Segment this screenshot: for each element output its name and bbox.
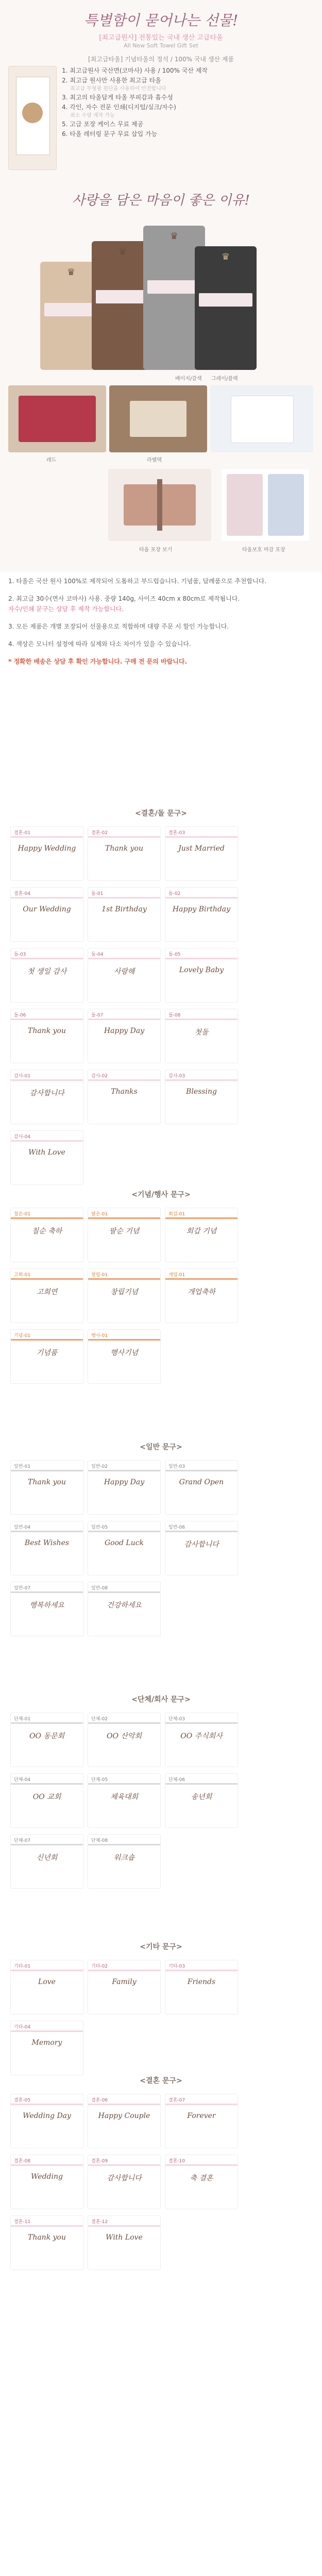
lettering-text: 개업축하 [187,1288,216,1296]
lettering-card[interactable] [10,2155,83,2209]
lettering-code: 결혼-10 [168,2159,185,2164]
card-divider [165,2104,238,2105]
lettering-code: 단체-03 [168,1717,185,1722]
lettering-code: 결혼-06 [91,2098,108,2103]
lettering-grid [8,2092,314,2274]
lettering-text: OO 산악회 [107,1732,142,1740]
card-divider [88,1783,160,1785]
lettering-code: 단체-01 [14,1717,31,1722]
lettering-text: Love [38,1978,56,1986]
lettering-text: 축 결혼 [190,2174,213,2182]
lettering-card[interactable] [10,1834,83,1889]
feature-note: 최고급 무형광 원단을 사용하여 안전합니다 [70,86,166,92]
lettering-code: 일반-07 [14,1586,31,1591]
lettering-text: Best Wishes [24,1539,70,1547]
lettering-code: 기념-01 [14,1333,31,1338]
section-title: <결혼/돌 문구> [134,809,188,818]
lettering-text: With Love [28,1148,65,1157]
lettering-grid [8,1958,314,2079]
lettering-code: 돌-06 [14,1013,26,1018]
lettering-code: 결혼-12 [91,2219,108,2225]
lettering-text: Happy Birthday [172,905,231,913]
lettering-code: 일반-02 [91,1464,108,1469]
card-divider [165,958,238,959]
card-divider [11,1278,83,1280]
lettering-text: Thanks [111,1088,138,1096]
towel-photo [40,215,282,370]
lettering-card[interactable] [165,826,238,881]
lettering-card[interactable] [165,2155,238,2209]
packaging-photo [108,469,211,541]
lettering-code: 결혼-09 [91,2159,108,2164]
card-divider [165,1217,238,1219]
card-divider [165,836,238,838]
card-divider [88,1722,160,1724]
lettering-code: 결혼-03 [168,831,185,836]
lettering-card[interactable] [10,2094,83,2148]
lettering-code: 단체-06 [168,1777,185,1783]
lettering-text: 1st Birthday [101,905,147,913]
lettering-text: Our Wedding [23,905,71,913]
lettering-card[interactable] [165,1773,238,1828]
lettering-card[interactable] [10,1130,83,1185]
lettering-text: Happy Day [104,1027,145,1035]
feature-note: 최소 수량 제작 가능 [70,113,115,118]
card-divider [11,897,83,899]
crown-icon: ♛ [221,251,230,262]
crown-icon: ♛ [118,246,127,257]
note-text: 2. 최고급 30수(면사 코마사) 사용. 중량 140g, 사이즈 40cm x 80cm로 제작됩니다. [8,595,240,602]
lettering-text: 사랑해 [113,968,135,976]
card-divider [88,1217,160,1219]
lettering-code: 결혼-05 [14,2098,31,2103]
brand-tag-caption: 타올 포장 보기 [139,547,173,553]
towel-black [195,246,257,370]
lettering-card[interactable] [10,1713,83,1767]
photo-caption: 그레이/블랙 [211,376,238,382]
card-divider [11,1591,83,1593]
lettering-text: 행사기념 [110,1349,139,1357]
lettering-card[interactable] [10,1582,83,1636]
lettering-card[interactable] [88,887,161,942]
lettering-code: 결혼-02 [91,831,108,836]
lettering-code: 기타-01 [14,1964,31,1969]
lettering-text: OO 주식회사 [180,1732,223,1740]
hero [0,0,322,572]
card-divider [88,1079,160,1081]
photo-caption: 레드 [46,457,57,463]
note-item: 3. 모든 제품은 개별 포장되어 선물용으로 적합하며 대량 주문 시 할인 가능합니다. [8,623,229,630]
lettering-code: 돌-01 [91,891,104,896]
brand-line: [최고급타올] 기념타올의 정석 / 100% 국내 생산 제품 [88,56,234,63]
lettering-card[interactable] [88,1773,161,1828]
lettering-card[interactable] [165,1960,238,2014]
section-title: <기념/행사 문구> [131,1191,191,1199]
lettering-text: 송년회 [191,1793,212,1801]
lettering-card[interactable] [88,2215,161,2270]
lettering-card[interactable] [88,1208,161,1262]
lettering-code: 기타-03 [168,1964,185,1969]
note-item: 4. 색상은 모니터 설정에 따라 실제와 다소 차이가 있을 수 있습니다. [8,640,191,648]
lettering-text: 고희연 [36,1288,58,1296]
lettering-card[interactable] [88,2155,161,2209]
lettering-text: 창립기념 [110,1288,139,1296]
lettering-grid [8,1206,314,1388]
card-divider [11,2030,83,2032]
lettering-card[interactable] [88,1268,161,1323]
card-divider [165,1470,238,1471]
lettering-text: Thank you [27,1478,66,1486]
hero-subtitle-en: All New Soft Towel Gift Set [124,42,198,49]
lettering-text: Grand Open [179,1478,224,1486]
lettering-card[interactable] [88,1329,161,1384]
lettering-card[interactable] [88,1460,161,1515]
feature-item: 4. 각인, 자수 전문 인쇄(디지털/실크/자수) [62,104,176,111]
card-divider [11,1140,83,1142]
lettering-text: 건강하세요 [107,1601,142,1609]
lettering-card[interactable] [165,1713,238,1767]
lettering-text: 회갑 기념 [186,1227,217,1235]
card-divider [11,1470,83,1471]
card-divider [11,1531,83,1532]
photo-caption: 라벨택 [147,457,162,463]
card-divider [88,1970,160,1971]
package-photo [210,385,313,452]
card-divider [88,836,160,838]
lettering-code: 일반-05 [91,1525,108,1530]
lettering-code: 감사-02 [91,1074,108,1079]
lettering-code: 기타-04 [14,2025,31,2030]
lettering-code: 단체-07 [14,1838,31,1843]
card-divider [88,1531,160,1532]
lettering-text: 팔순 기념 [109,1227,140,1235]
lettering-code: 개업-01 [168,1273,185,1278]
red-towel-photo [8,385,106,452]
card-divider [165,2164,238,2166]
gift-box-photo [8,66,57,170]
lettering-text: OO 동문회 [29,1732,64,1740]
card-divider [11,1079,83,1081]
lettering-code: 단체-04 [14,1777,31,1783]
lettering-code: 기타-02 [91,1964,108,1969]
feature-item: 1. 최고급원사 국산면(코마사) 사용 / 100% 국산 제작 [62,67,208,74]
feature-item: 2. 최고급 원사만 사용한 최고급 타올 [62,77,161,84]
card-divider [165,1019,238,1020]
lettering-text: 체육대회 [110,1793,139,1801]
lettering-code: 일반-06 [168,1525,185,1530]
card-divider [165,1278,238,1280]
lettering-code: 결혼-08 [14,2159,31,2164]
lettering-card[interactable] [10,1521,83,1575]
lettering-text: 신년회 [36,1854,58,1862]
lettering-grid [8,1710,314,1893]
card-divider [11,1339,83,1341]
lettering-text: 감사합니다 [29,1089,64,1097]
lettering-card[interactable] [10,2215,83,2270]
card-divider [11,1970,83,1971]
label-tag-photo [109,385,207,452]
note-highlight: 자수/인쇄 문구는 상담 후 제작 가능합니다. [8,605,124,613]
lettering-code: 감사-01 [14,1074,31,1079]
card-divider [165,1722,238,1724]
lettering-card[interactable] [88,826,161,881]
lettering-card[interactable] [165,1208,238,1262]
card-divider [165,1970,238,1971]
card-divider [165,1531,238,1532]
lettering-text: 감사합니다 [107,2174,142,2182]
card-divider [88,958,160,959]
lettering-card[interactable] [88,2094,161,2148]
lettering-card[interactable] [10,1208,83,1262]
lettering-grid [8,1458,314,1640]
note-item [8,594,314,614]
card-divider [11,1783,83,1785]
lettering-code: 팔순-01 [91,1212,108,1217]
card-divider [11,1844,83,1845]
lettering-card[interactable] [88,1960,161,2014]
lettering-card[interactable] [88,1009,161,1063]
lettering-text: Wedding Day [23,2112,71,2120]
lettering-code: 칠순-01 [14,1212,31,1217]
lettering-card[interactable] [10,2021,83,2075]
card-divider [88,1339,160,1341]
lettering-card[interactable] [10,948,83,1003]
lettering-code: 돌-03 [14,952,26,957]
lettering-text: Memory [31,2039,62,2047]
section-title: <기타 문구> [140,1943,182,1951]
lettering-text: Family [112,1978,137,1986]
hero-title: 특별함이 묻어나는 선물! [83,12,239,29]
lettering-card[interactable] [88,1582,161,1636]
lettering-card[interactable] [88,1070,161,1124]
card-divider [11,2104,83,2105]
towel-pink-photo [222,469,309,541]
card-divider [11,1019,83,1020]
lettering-code: 돌-02 [168,891,181,896]
crown-icon: ♛ [170,231,179,242]
lettering-card[interactable] [165,1070,238,1124]
lettering-text: Happy Couple [98,2112,150,2120]
lettering-card[interactable] [10,1268,83,1323]
feature-item: 3. 최고의 타올답게 타올 부피감과 흡수성 [62,94,173,101]
feature-item: 5. 고급 포장 케이스 무료 제공 [62,121,144,128]
lettering-card[interactable] [10,887,83,942]
card-divider [88,2104,160,2105]
card-divider [88,897,160,899]
lettering-code: 감사-04 [14,1134,31,1140]
lettering-card[interactable] [10,1773,83,1828]
lettering-text: OO 교회 [32,1793,61,1801]
photo-caption: 베이지/갈색 [175,376,202,382]
section-title: <결혼 문구> [140,2077,182,2085]
card-divider [88,1591,160,1593]
lettering-code: 결혼-07 [168,2098,185,2103]
card-divider [11,958,83,959]
note-item: 1. 타올은 국산 원사 100%로 제작되어 도톰하고 부드럽습니다. 기념품, 답례품으로 추천합니다. [8,578,267,585]
lettering-card[interactable] [165,1009,238,1063]
lettering-code: 감사-03 [168,1074,185,1079]
lettering-text: 행복하세요 [29,1601,64,1609]
lettering-card[interactable] [88,1713,161,1767]
card-divider [11,836,83,838]
lettering-text: Thank you [27,2233,66,2242]
lettering-code: 회갑-01 [168,1212,185,1217]
card-divider [88,2164,160,2166]
card-divider [88,1278,160,1280]
lettering-card[interactable] [10,1009,83,1063]
lettering-card[interactable] [165,1460,238,1515]
card-divider [165,1079,238,1081]
card-divider [88,1470,160,1471]
lettering-code: 돌-04 [91,952,104,957]
card-divider [11,1722,83,1724]
lettering-text: Happy Day [104,1478,145,1486]
lettering-card[interactable] [10,826,83,881]
lettering-code: 일반-01 [14,1464,31,1469]
crown-icon: ♛ [66,267,76,278]
lettering-text: Good Luck [104,1539,144,1547]
card-divider [11,2164,83,2166]
lettering-text: 감사합니다 [184,1540,219,1549]
lettering-card[interactable] [165,948,238,1003]
card-divider [165,1783,238,1785]
lettering-text: 칠순 축하 [31,1227,62,1235]
lettering-card[interactable] [88,948,161,1003]
price-tag-caption: 타올보호 마감 포장 [242,547,285,553]
lettering-text: Thank you [105,844,143,853]
lettering-grid [8,824,314,1189]
card-divider [165,897,238,899]
lettering-card[interactable] [88,1521,161,1575]
lettering-code: 행사-01 [91,1333,108,1338]
lettering-text: 기념품 [36,1349,58,1357]
lettering-card[interactable] [88,1834,161,1889]
lettering-card[interactable] [10,1460,83,1515]
lettering-card[interactable] [10,1070,83,1124]
lettering-card[interactable] [165,887,238,942]
lettering-text: Friends [187,1978,216,1986]
lettering-text: 첫 생일 감사 [27,968,67,976]
slogan: 사랑을 담은 마음이 좋은 이유! [72,193,250,208]
lettering-code: 단체-05 [91,1777,108,1783]
card-divider [88,1844,160,1845]
section-title: <단체/회사 문구> [131,1696,191,1704]
hero-subtitle: [최고급원사] 전통있는 국내 생산 고급타올 [99,34,223,42]
lettering-code: 단체-02 [91,1717,108,1722]
feature-list [62,66,263,139]
notes-section [8,572,314,799]
lettering-text: 첫돌 [194,1028,209,1037]
lettering-code: 단체-08 [91,1838,108,1843]
lettering-card[interactable] [10,1960,83,2014]
lettering-card[interactable] [165,1521,238,1575]
lettering-card[interactable] [10,1329,83,1384]
lettering-text: Wedding [31,2173,63,2181]
section-title: <일반 문구> [140,1443,182,1451]
lettering-text: With Love [106,2233,143,2242]
lettering-code: 돌-05 [168,952,181,957]
lettering-code: 돌-07 [91,1013,104,1018]
card-divider [88,1019,160,1020]
lettering-card[interactable] [165,2094,238,2148]
card-divider [11,1217,83,1219]
lettering-text: Blessing [186,1088,217,1096]
lettering-text: Lovely Baby [179,966,224,974]
lettering-card[interactable] [165,1268,238,1323]
feature-item: 6. 타올 레터링 문구 무료 삽입 가능 [62,130,158,138]
card-divider [88,2225,160,2227]
lettering-text: Thank you [27,1027,66,1035]
lettering-code: 결혼-01 [14,831,31,836]
lettering-code: 일반-08 [91,1586,108,1591]
lettering-code: 결혼-11 [14,2219,31,2225]
lettering-text: Happy Wedding [18,844,76,853]
lettering-code: 결혼-04 [14,891,31,896]
lettering-text: Forever [187,2112,216,2120]
lettering-code: 일반-04 [14,1525,31,1530]
lettering-code: 고희-01 [14,1273,31,1278]
card-divider [11,2225,83,2227]
lettering-text: 워크숍 [113,1854,135,1862]
notice: * 정확한 배송은 상담 후 확인 가능합니다. 구매 전 문의 바랍니다. [8,658,187,665]
lettering-text: Just Married [178,844,225,853]
lettering-code: 창립-01 [91,1273,108,1278]
lettering-code: 일반-03 [168,1464,185,1469]
lettering-code: 돌-08 [168,1013,181,1018]
